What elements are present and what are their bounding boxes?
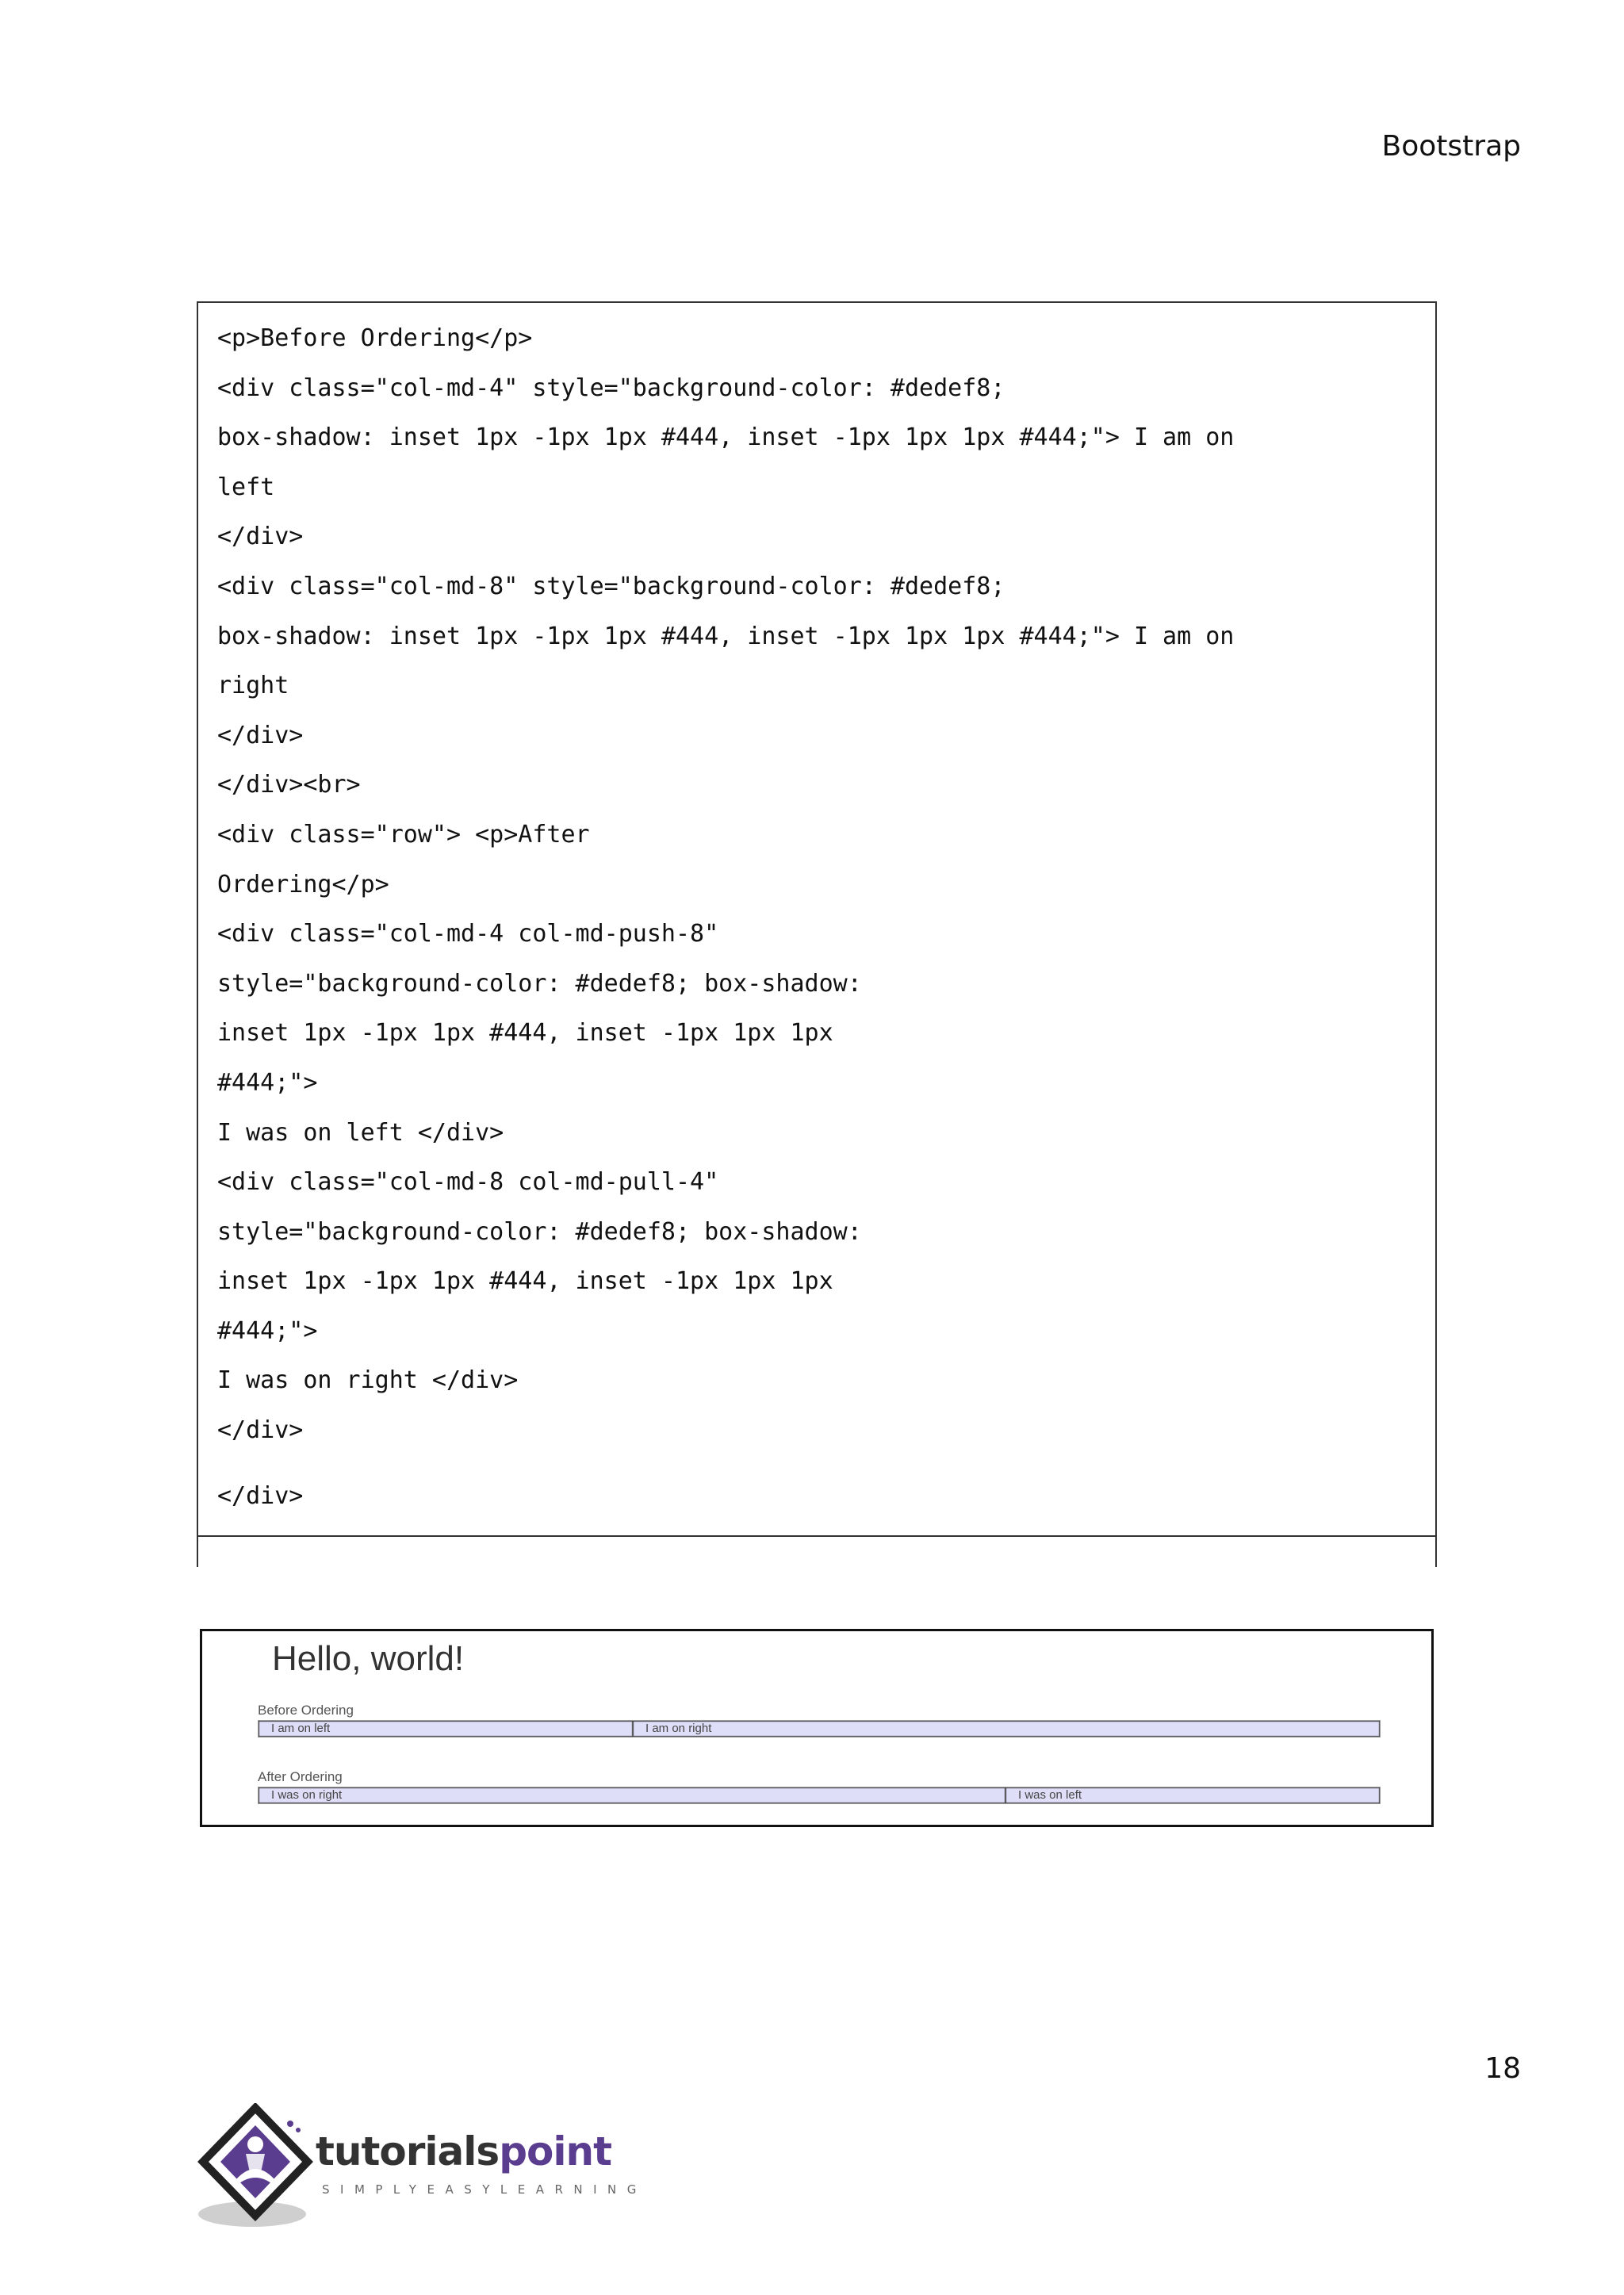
code-line: <div class="col-md-4" style="background-color: #dedef8; — [217, 374, 1005, 402]
before-ordering-label: Before Ordering — [258, 1703, 354, 1718]
code-line: </div> — [217, 721, 304, 749]
code-line: right — [217, 672, 289, 700]
before-right-cell: I am on right — [633, 1721, 1380, 1737]
before-left-cell: I am on left — [259, 1721, 633, 1737]
logo-word-main: tutorials — [316, 2128, 500, 2174]
code-line: box-shadow: inset 1px -1px 1px #444, inset -1px 1px 1px #444;"> I am on — [217, 622, 1235, 650]
code-line: <div class="col-md-4 col-md-push-8" — [217, 920, 719, 948]
screenshot-heading: Hello, world! — [272, 1639, 465, 1678]
code-block-edge-right — [1435, 1537, 1437, 1567]
logo-tagline: SIMPLYEASYLEARNING — [322, 2182, 647, 2197]
code-line: style="background-color: #dedef8; box-shadow: — [217, 1217, 862, 1246]
code-line: box-shadow: inset 1px -1px 1px #444, inset -1px 1px 1px #444;"> I am on — [217, 423, 1235, 452]
after-second-cell: I was on left — [1005, 1787, 1380, 1803]
logo-word-accent: point — [499, 2128, 611, 2174]
code-line: <div class="col-md-8 col-md-pull-4" — [217, 1168, 719, 1197]
code-block-divider — [197, 1535, 1437, 1537]
code-line: <div class="row"> <p>After — [217, 820, 590, 849]
tutorialspoint-logo — [197, 2103, 647, 2230]
output-screenshot — [200, 1629, 1434, 1827]
code-line: <div class="col-md-8" style="background-color: #dedef8; — [217, 572, 1005, 600]
code-line: style="background-color: #dedef8; box-shadow: — [217, 969, 862, 998]
code-line: left — [217, 473, 275, 501]
after-ordering-label: After Ordering — [258, 1769, 343, 1784]
before-ordering-row — [258, 1720, 1381, 1738]
code-line: Ordering</p> — [217, 870, 389, 898]
after-ordering-row — [258, 1787, 1381, 1804]
code-line: </div> — [217, 1416, 304, 1445]
code-line: #444;"> — [217, 1316, 318, 1345]
code-line: inset 1px -1px 1px #444, inset -1px 1px 1px — [217, 1267, 833, 1296]
code-line: </div><br> — [217, 771, 361, 799]
code-block-edge-left — [197, 1537, 198, 1567]
logo-wordmark — [316, 2128, 611, 2174]
code-line: </div> — [217, 1481, 304, 1510]
logo-emblem-icon — [197, 2103, 316, 2230]
page-number: 18 — [1484, 2052, 1521, 2085]
code-lines — [217, 314, 1234, 1521]
after-first-cell: I was on right — [259, 1787, 1005, 1803]
code-line: I was on left </div> — [217, 1118, 504, 1147]
code-line: </div> — [217, 523, 304, 551]
running-header-title: Bootstrap — [1381, 130, 1521, 163]
code-line: <p>Before Ordering</p> — [217, 324, 533, 352]
code-line: inset 1px -1px 1px #444, inset -1px 1px 1px — [217, 1019, 833, 1048]
code-line: #444;"> — [217, 1068, 318, 1097]
code-line: I was on right </div> — [217, 1366, 519, 1395]
